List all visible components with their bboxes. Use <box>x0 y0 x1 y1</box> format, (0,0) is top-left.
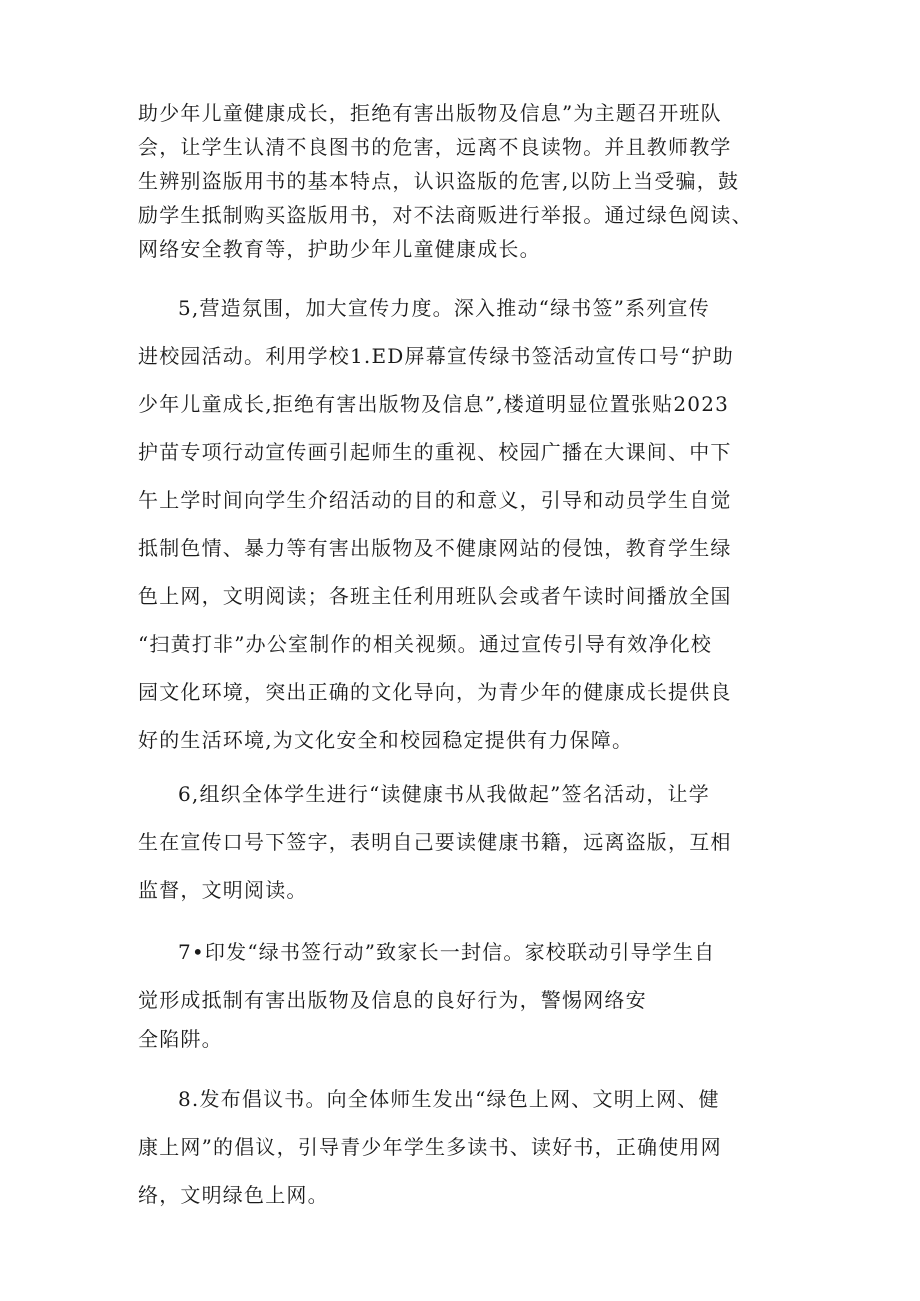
text-line: 7•印发“绿书签行动”致家长一封信。家校联动引导学生自 <box>178 940 716 964</box>
text-line: 进校园活动。利用学校1.ED屏幕宣传绿书签活动宣传口号“护助 <box>138 344 734 368</box>
text-line: 会，让学生认清不良图书的危害，远离不良读物。并且教师教学 <box>138 135 732 159</box>
text-line: 网络安全教育等，护助少年儿童健康成长。 <box>138 237 541 261</box>
text-line: “扫黄打非”办公室制作的相关视频。通过宣传引导有效净化校 <box>138 632 713 656</box>
text-line: 园文化环境，突出正确的文化导向，为青少年的健康成长提供良 <box>138 680 732 704</box>
paragraph-spacer <box>138 266 798 284</box>
text-line: 监督，文明阅读。 <box>138 878 308 902</box>
text-line: 觉形成抵制有害出版物及信息的良好行为，警惕网络安 <box>138 988 647 1012</box>
text-line: 少年儿童成长,拒绝有害出版物及信息”,楼道明显位置张贴2023 <box>138 392 730 416</box>
paragraph-spacer <box>138 1061 798 1075</box>
text-line: 午上学时间向学生介绍活动的目的和意义，引导和动员学生自觉 <box>138 488 732 512</box>
text-line: 生在宣传口号下签字，表明自己要读健康书籍，远离盗版，互相 <box>138 830 732 854</box>
paragraph-spacer <box>138 914 798 928</box>
text-line: 色上网，文明阅读；各班主任利用班队会或者午读时间播放全国 <box>138 584 732 608</box>
text-line: 8.发布倡议书。向全体师生发出“绿色上网、文明上网、健 <box>178 1087 720 1111</box>
text-line: 全陷阱。 <box>138 1027 223 1051</box>
text-line: 生辨别盗版用书的基本特点，认识盗版的危害,以防上当受骗，鼓 <box>138 169 740 193</box>
paragraph-item-5 <box>138 284 798 764</box>
text-line: 抵制色情、暴力等有害出版物及不健康网站的侵蚀，教育学生绿 <box>138 536 732 560</box>
paragraph-intro <box>138 96 798 266</box>
paragraph-item-6 <box>138 770 798 914</box>
text-line: 好的生活环境,为文化安全和校园稳定提供有力保障。 <box>138 728 634 752</box>
text-line: 护苗专项行动宣传画引起师生的重视、校园广播在大课间、中下 <box>138 440 732 464</box>
text-line: 励学生抵制购买盗版用书，对不法商贩进行举报。通过绿色阅读、 <box>138 203 753 227</box>
text-line: 康上网”的倡议，引导青少年学生多读书、读好书，正确使用网 <box>138 1135 722 1159</box>
text-line: 络，文明绿色上网。 <box>138 1183 329 1207</box>
paragraph-item-8 <box>138 1075 798 1219</box>
document-page <box>138 96 798 1219</box>
text-line: 助少年儿童健康成长，拒绝有害出版物及信息”为主题召开班队 <box>138 101 722 125</box>
text-line: 5,营造氛围，加大宣传力度。深入推动“绿书签”系列宣传 <box>178 296 710 320</box>
paragraph-item-7 <box>138 928 798 1061</box>
text-line: 6,组织全体学生进行“读健康书从我做起”签名活动，让学 <box>178 782 710 806</box>
